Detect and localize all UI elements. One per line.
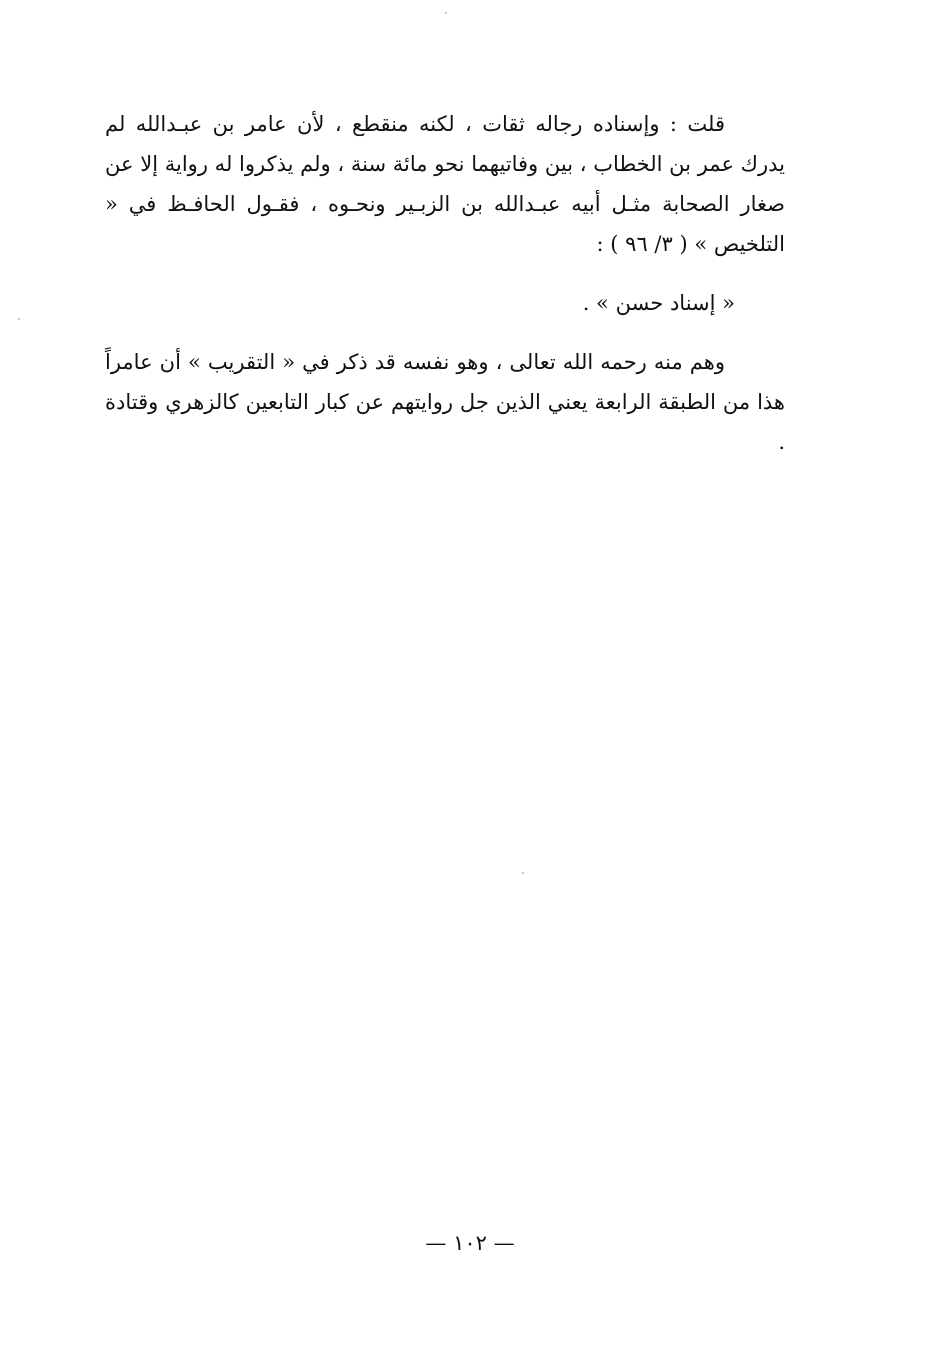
paragraph-correction: وهم منه رحمه الله تعالى ، وهو نفسه قد ذكر في « التقريب » أن عامراً هذا من الطبقة الرابعة يعني الذين جل روايتهم عن كبار التابعين كالزهري وقتادة . <box>105 350 785 454</box>
quoted-verdict: « إسناد حسن » . <box>582 291 735 315</box>
page-number: — ١٠٢ — <box>425 1231 515 1255</box>
scan-speck <box>522 872 524 874</box>
scan-speck <box>445 12 447 14</box>
paragraph-isnad-critique: قلت : وإسناده رجاله ثقات ، لكنه منقطع ، لأن عامر بن عبـدالله لم يدرك عمر بن الخطاب ، بين وفاتيهما نحو مائة سنة ، ولم يذكروا له رواية إلا عن صغار الصحابة مثـل أبيه عبـدالله بن الزبـير ونحـوه ، فقـول الحافـظ في « التلخيص » ( ٣/ ٩٦ ) : <box>105 112 785 256</box>
scan-speck <box>18 318 20 320</box>
